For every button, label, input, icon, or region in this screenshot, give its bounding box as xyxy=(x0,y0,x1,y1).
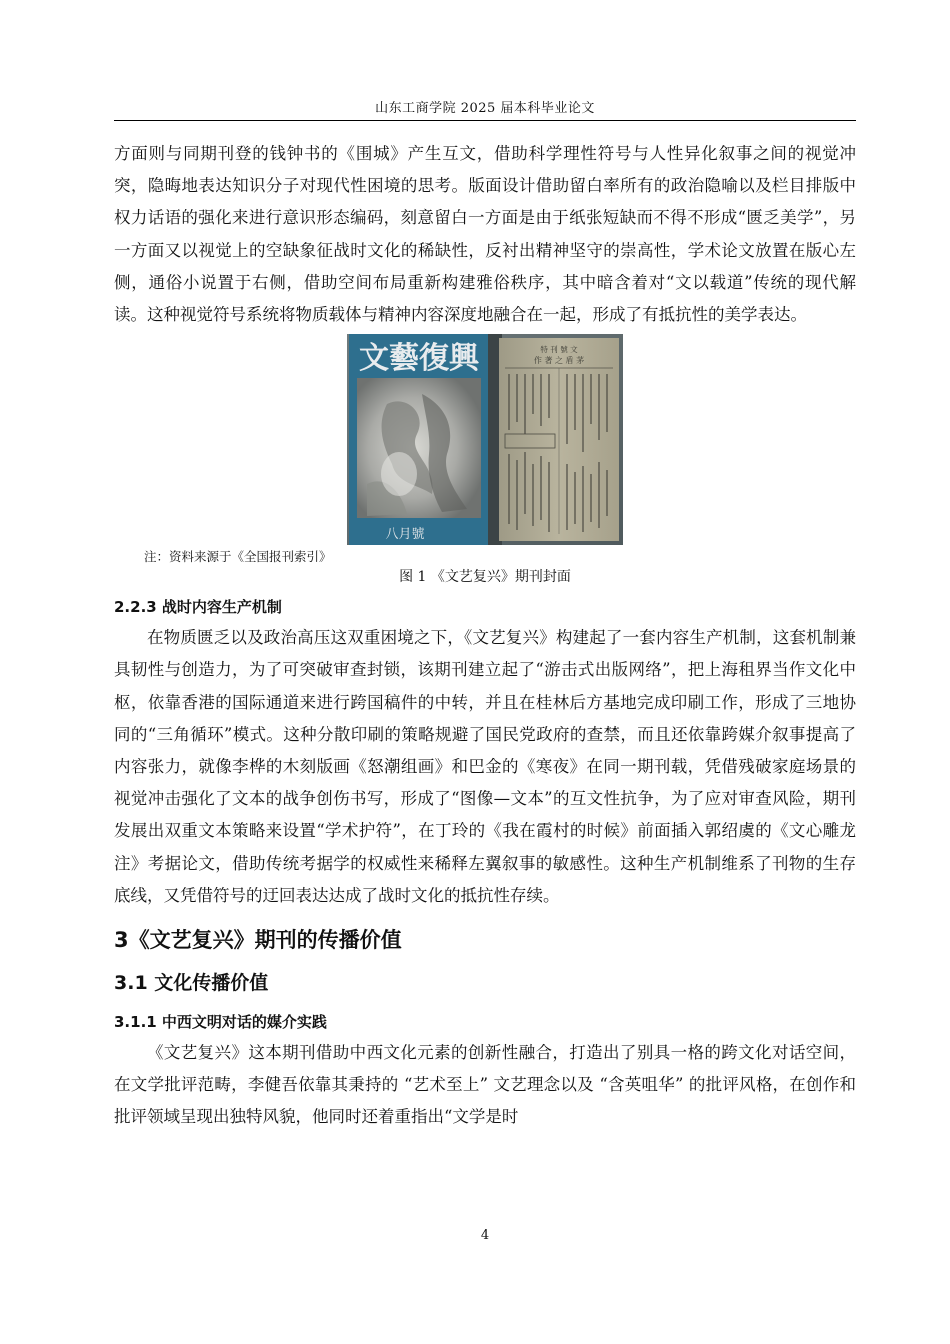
paragraph-2: 在物质匮乏以及政治高压这双重困境之下，《文艺复兴》构建起了一套内容生产机制，这套机制兼具韧性与创造力，为了可突破审查封锁，该期刊建立起了“游击式出版网络”，把上海租界当作文化中枢，依靠香港的国际通道来进行跨国稿件的中转，并且在桂林后方基地完成印刷工作，形成了三地协同的“三角循环”模式。这种分散印刷的策略规避了国民党政府的查禁，而且还依靠跨媒介叙事提高了内容张力，就像李桦的木刻版画《怒潮组画》和巴金的《寒夜》在同一期刊载，凭借残破家庭场景的视觉冲击强化了文本的战争创伤书写，形成了“图像—文本”的互文性抗争，为了应对审查风险，期刊发展出双重文本策略来设置“学术护符”，在丁玲的《我在霞村的时候》前面插入郭绍虞的《文心雕龙注》考据论文，借助传统考据学的权威性来稀释左翼叙事的敏感性。这种生产机制维系了刊物的生存底线，又凭借符号的迂回表达达成了战时文化的抵抗性存续。 xyxy=(114,628,856,905)
chapter-heading-3: 3《文艺复兴》期刊的传播价值 xyxy=(114,928,402,953)
cover-photo xyxy=(347,334,623,545)
page-number: 4 xyxy=(480,1228,490,1243)
section-heading-3-1: 3.1 文化传播价值 xyxy=(114,972,269,995)
toc-header-line-2: 作 著 之 盾 茅 xyxy=(533,356,585,366)
cover-issue-label: 八月號 xyxy=(385,527,425,543)
toc-header-line-1: 特 刊 號 文 xyxy=(540,345,578,355)
figure-caption: 图 1 《文艺复兴》期刊封面 xyxy=(399,569,571,586)
paragraph-3: 《文艺复兴》这本期刊借助中西文化元素的创新性融合，打造出了别具一格的跨文化对话空间，在文学批评范畴，李健吾依靠其秉持的 “艺术至上” 文艺理念以及 “含英咀华” 的批评风格，在创作和批评领域呈现出独特风貌，他同时还着重指出“文学是时 xyxy=(114,1043,856,1127)
cover-masthead: 文藝復興 xyxy=(359,341,479,377)
section-heading-2-2-3: 2.2.3 战时内容生产机制 xyxy=(114,598,282,617)
figure-journal-cover xyxy=(347,334,623,545)
header-rule xyxy=(114,120,856,121)
section-heading-3-1-1: 3.1.1 中西文明对话的媒介实践 xyxy=(114,1013,327,1032)
page-body xyxy=(114,138,856,1134)
paragraph-1: 方面则与同期刊登的钱钟书的《围城》产生互文，借助科学理性符号与人性异化叙事之间的视觉冲突，隐晦地表达知识分子对现代性困境的思考。版面设计借助留白率所有的政治隐喻以及栏目排版中权力话语的强化来进行意识形态编码，刻意留白一方面是由于纸张短缺而不得不形成“匮乏美学”，另一方面又以视觉上的空缺象征战时文化的稀缺性，反衬出精神坚守的崇高性，学术论文放置在版心左侧，通俗小说置于右侧，借助空间布局重新构建雅俗秩序，其中暗含着对“文以载道”传统的现代解读。这种视觉符号系统将物质载体与精神内容深度地融合在一起，形成了有抵抗性的美学表达。 xyxy=(114,144,856,325)
running-header: 山东工商学院 2025 届本科毕业论文 xyxy=(375,101,595,116)
figure-note: 注：资料来源于《全国报刊索引》 xyxy=(144,549,332,565)
